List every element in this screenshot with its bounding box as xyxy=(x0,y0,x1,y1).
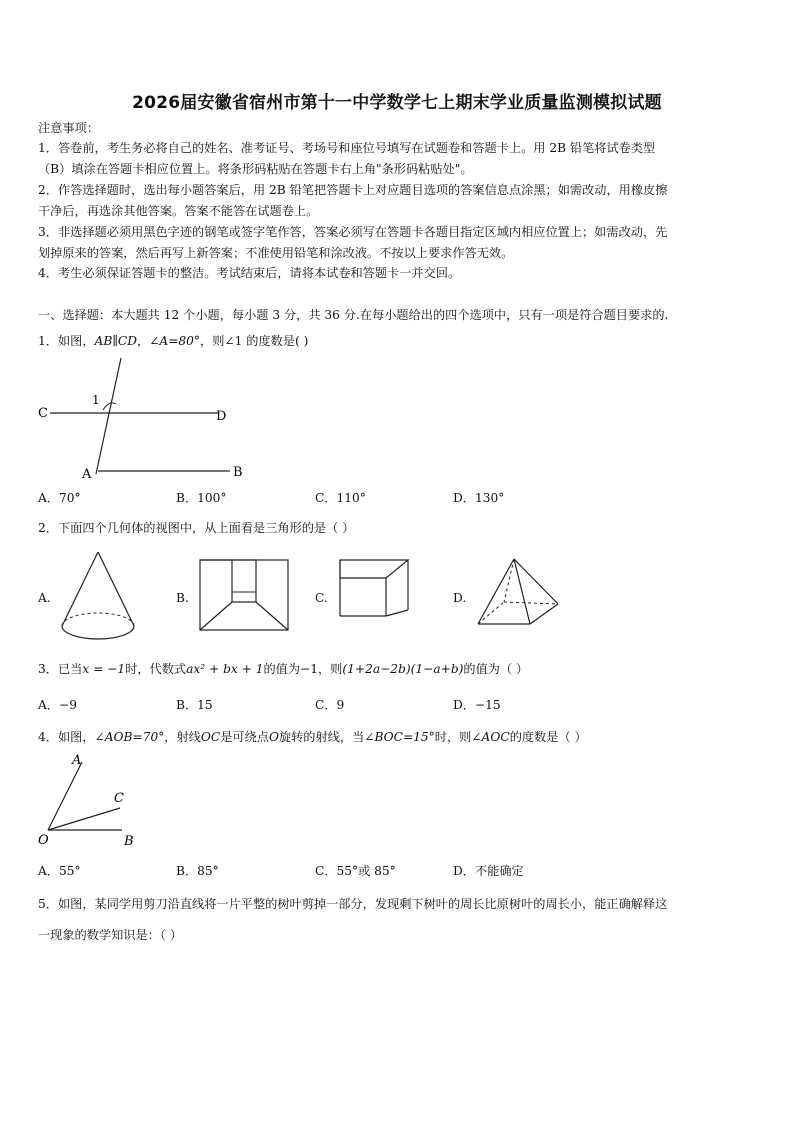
notes-heading: 注意事项： xyxy=(38,121,99,135)
q4-option-a: A．55° xyxy=(38,864,81,878)
q1-parallel: AB∥CD xyxy=(94,334,137,348)
question-4 xyxy=(38,729,587,745)
q1-option-a: A．70° xyxy=(38,491,81,505)
q4-ray-oc: OC xyxy=(200,730,221,744)
q1-figure xyxy=(30,352,260,484)
q4-text-4: 时，则 xyxy=(434,730,472,744)
q4-text-5: 的度数是（ ） xyxy=(509,730,587,744)
q2-cone-figure xyxy=(58,548,138,648)
question-2: 2．下面四个几何体的视图中，从上面看是三角形的是（ ） xyxy=(38,521,355,535)
q2-option-d-label: D. xyxy=(453,591,467,605)
q3-option-a: A．−9 xyxy=(38,698,77,712)
q3-option-d: D．−15 xyxy=(453,698,501,712)
q2-option-c-label: C. xyxy=(315,591,328,605)
q1-option-d: D．130° xyxy=(453,491,505,505)
q2-prism-figure xyxy=(334,556,414,636)
question-3 xyxy=(38,661,528,677)
q2-frustum-figure xyxy=(196,556,294,636)
q3-option-c: C．9 xyxy=(315,698,345,712)
q1-option-b: B．100° xyxy=(176,491,227,505)
q2-pyramid-figure xyxy=(474,556,564,636)
q4-option-d: D．不能确定 xyxy=(453,864,524,878)
question-1 xyxy=(38,333,308,349)
q4-label-C: C xyxy=(114,791,124,806)
q2-option-b-label: B. xyxy=(176,591,189,605)
question-5-line-2: 一现象的数学知识是：（ ） xyxy=(38,928,183,942)
q1-suffix: ，则∠1 的度数是( ) xyxy=(200,334,309,348)
note-1-line-2: （B）填涂在答题卡相应位置上。将条形码粘贴在答题卡右上角"条形码粘贴处"。 xyxy=(38,162,473,176)
q2-option-a-label: A. xyxy=(38,591,51,605)
q3-text-4: 的值为（ ） xyxy=(463,662,529,676)
q4-text-1: ，射线 xyxy=(164,730,201,744)
q4-angle-aob: ∠AOB=70° xyxy=(94,730,165,744)
q4-angle-aoc: ∠AOC xyxy=(471,730,510,744)
q1-label-A: A xyxy=(82,467,92,482)
q3-text-3: ，则 xyxy=(317,662,343,676)
q1-label-B: B xyxy=(233,465,243,480)
q3-target: (1+2a−2b)(1−a+b) xyxy=(342,662,464,676)
q3-text-1: 时，代数式 xyxy=(125,662,187,676)
q4-angle-boc: ∠BOC=15° xyxy=(364,730,435,744)
q4-option-b: B．85° xyxy=(176,864,219,878)
q4-text-2: 是可绕点 xyxy=(220,730,269,744)
q4-label-B: B xyxy=(124,834,134,849)
q4-text-3: 旋转的射线，当 xyxy=(278,730,365,744)
q1-mid: ， xyxy=(137,334,150,348)
q3-expression: ax² + bx + 1 xyxy=(186,662,264,676)
q3-text-2: 的值为 xyxy=(263,662,301,676)
q4-figure xyxy=(34,750,144,850)
note-1-line-1: 1．答卷前，考生务必将自己的姓名、准考证号、考场号和座位号填写在试题卷和答题卡上。用 2B 铅笔将试卷类型 xyxy=(38,141,656,155)
section-heading: 一、选择题：本大题共 12 个小题，每小题 3 分，共 36 分.在每小题给出的四个选项中，只有一项是符合题目要求的. xyxy=(38,308,669,322)
q1-prefix: 1．如图， xyxy=(38,334,95,348)
q4-label-A: A xyxy=(72,753,82,768)
q1-label-C: C xyxy=(38,406,48,421)
q3-condition: x = −1 xyxy=(82,662,126,676)
page-title: 2026届安徽省宿州市第十一中学数学七上期末学业质量监测模拟试题 xyxy=(132,93,662,113)
q4-point-o: O xyxy=(268,730,279,744)
q1-option-c: C．110° xyxy=(315,491,366,505)
q4-label-O: O xyxy=(38,833,49,848)
note-3-line-1: 3．非选择题必须用黑色字迹的钢笔或签字笔作答，答案必须写在答题卡各题目指定区域内相应位置上；如需改动，先 xyxy=(38,225,668,239)
note-4: 4．考生必须保证答题卡的整洁。考试结束后，请将本试卷和答题卡一并交回。 xyxy=(38,266,461,280)
note-2-line-2: 干净后，再选涂其他答案。答案不能答在试题卷上。 xyxy=(38,204,319,218)
q3-value: −1 xyxy=(300,662,318,676)
q4-option-c: C．55°或 85° xyxy=(315,864,396,878)
note-3-line-2: 划掉原来的答案，然后再写上新答案；不准使用铅笔和涂改液。不按以上要求作答无效。 xyxy=(38,246,514,260)
q4-prefix: 4．如图， xyxy=(38,730,95,744)
question-5-line-1: 5．如图，某同学用剪刀沿直线将一片平整的树叶剪掉一部分，发现剩下树叶的周长比原树叶的周长小，能正确解释这 xyxy=(38,897,668,911)
q1-label-1: 1 xyxy=(92,393,100,407)
note-2-line-1: 2．作答选择题时，选出每小题答案后，用 2B 铅笔把答题卡上对应题目选项的答案信息点涂黑；如需改动，用橡皮擦 xyxy=(38,183,668,197)
q3-option-b: B．15 xyxy=(176,698,213,712)
q1-label-D: D xyxy=(216,409,227,424)
q1-angle: ∠A=80° xyxy=(149,334,201,348)
q3-prefix: 3．已当 xyxy=(38,662,83,676)
